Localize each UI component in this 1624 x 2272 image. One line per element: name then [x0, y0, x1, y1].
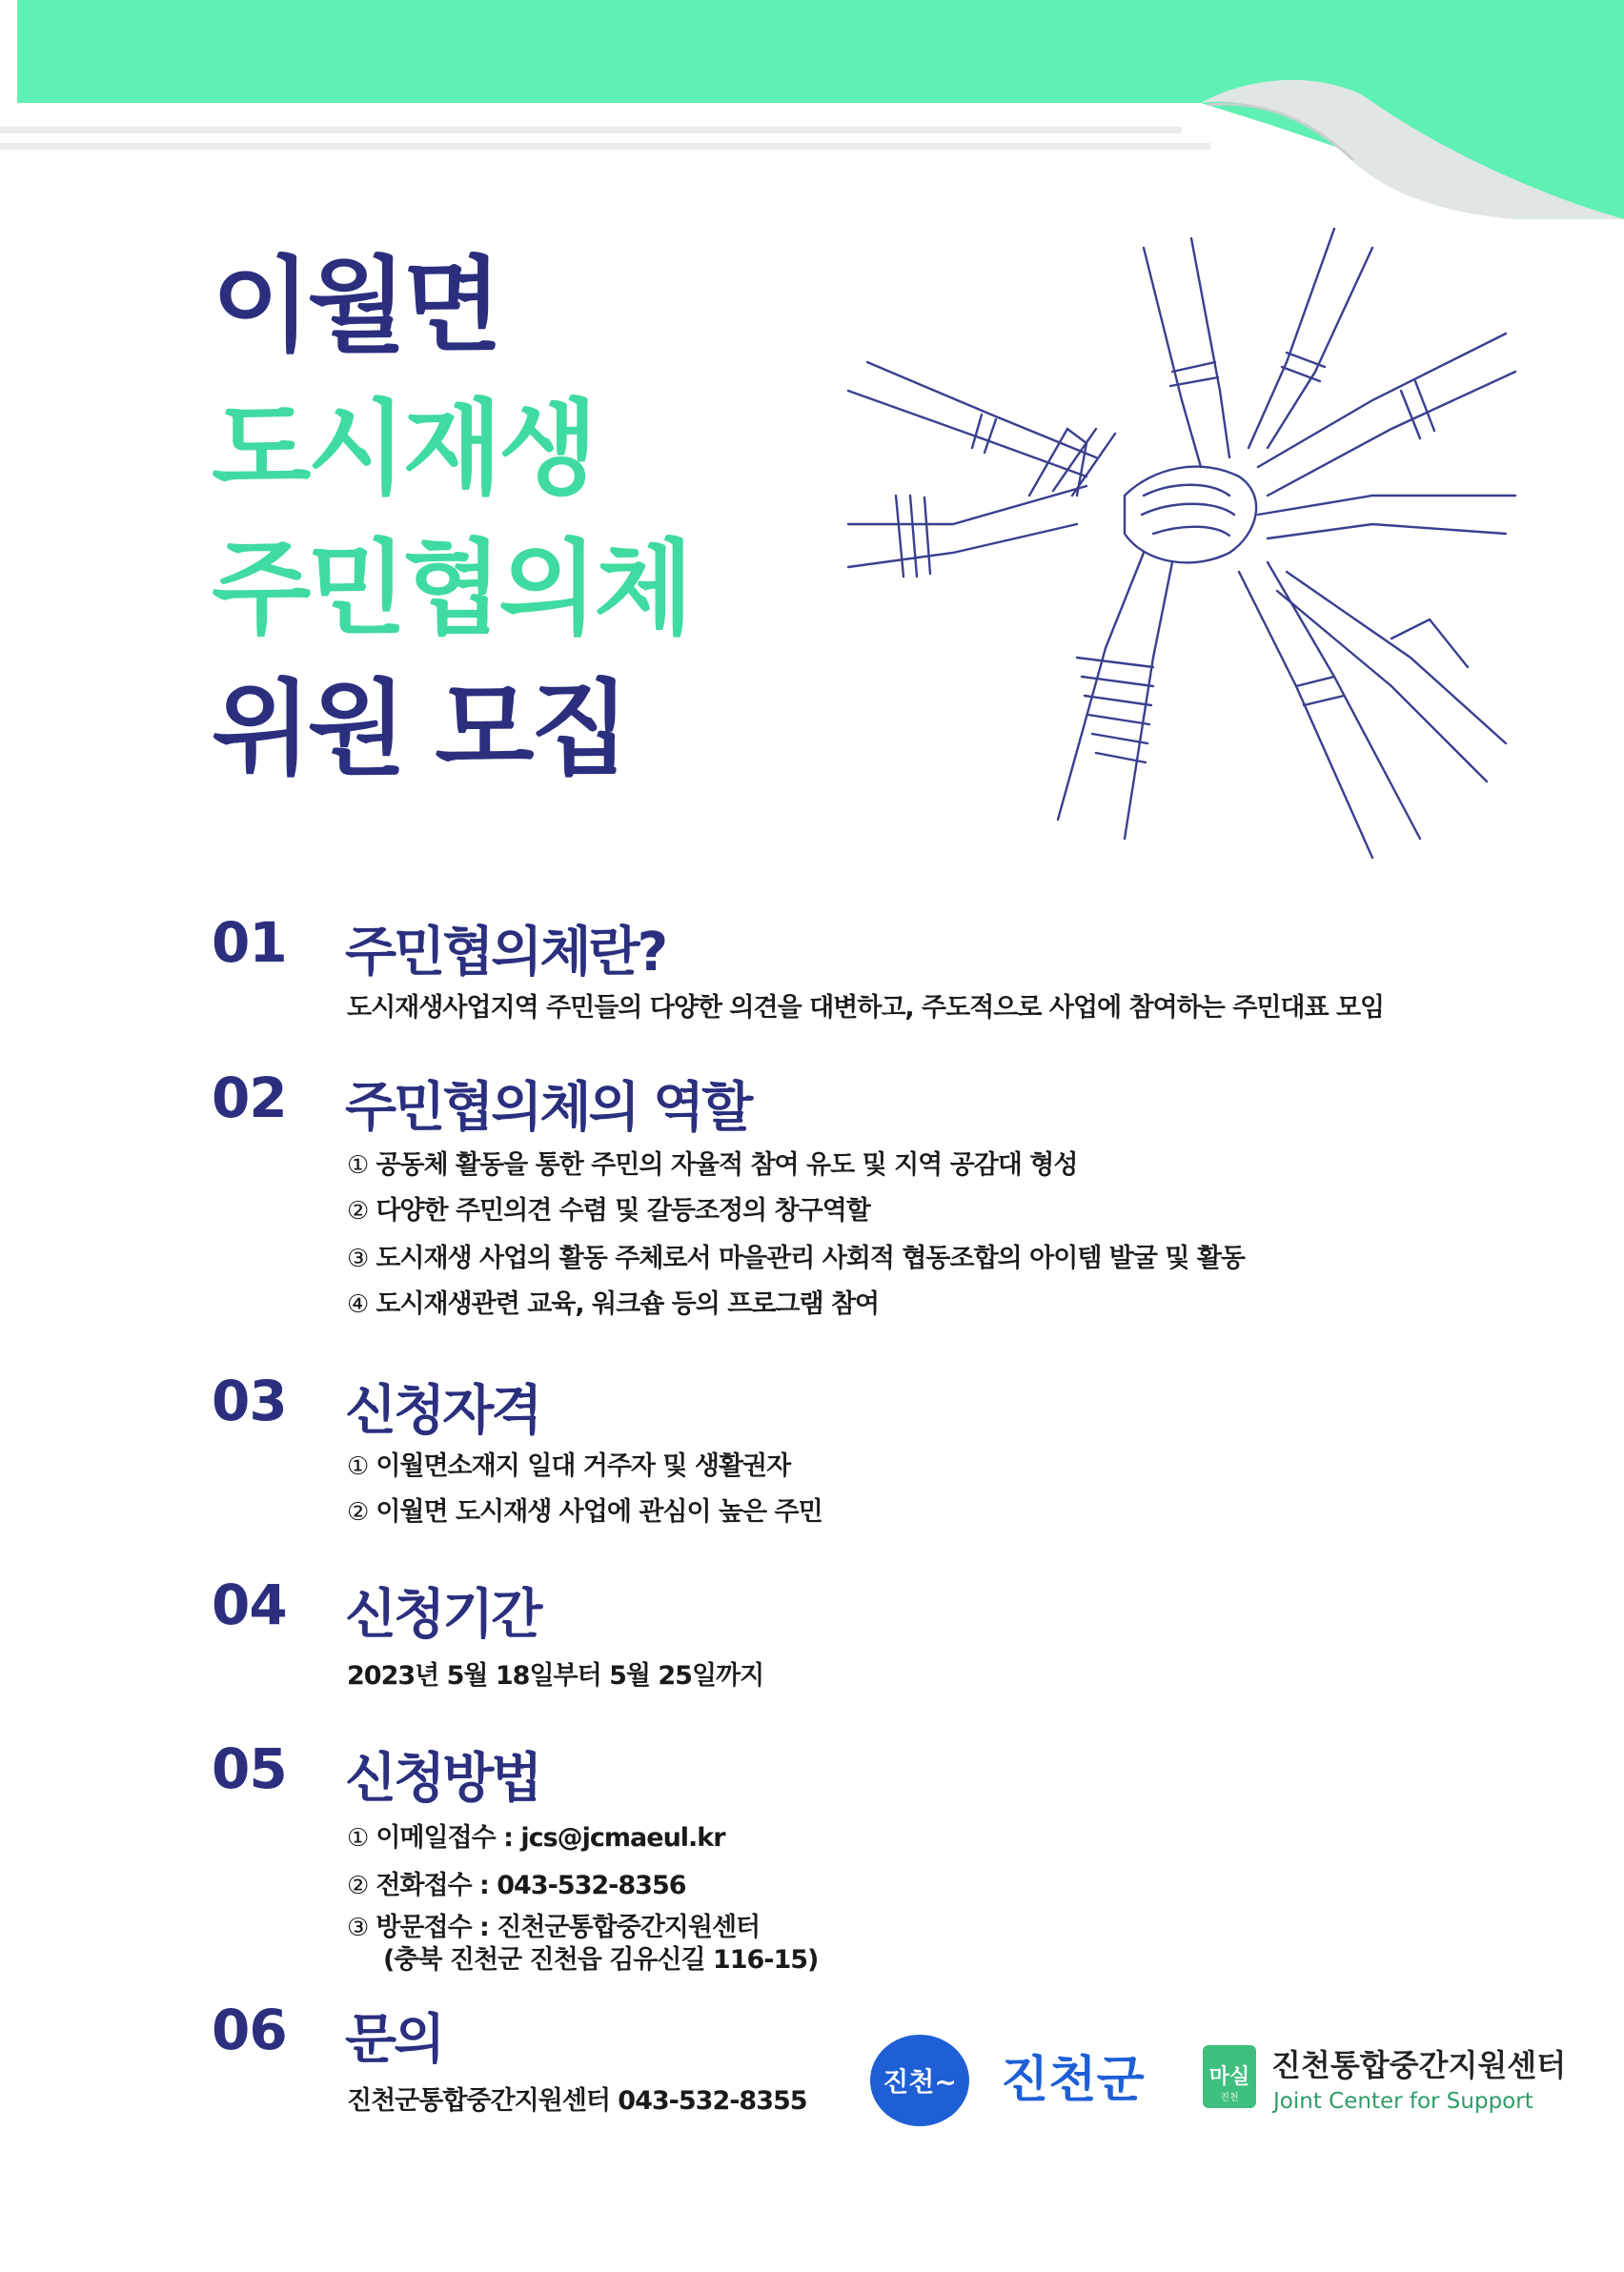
list-item	[347, 1283, 879, 1320]
list-item	[347, 1237, 1245, 1274]
title-line-3: 주민협의체	[212, 530, 690, 649]
item-text: 이월면 도시재생 사업에 관심이 높은 주민	[376, 1497, 822, 1527]
title-line-2: 도시재생	[212, 390, 595, 509]
item-text: 방문접수 : 진천군통합중간지원센터	[376, 1913, 761, 1942]
item-marker: ①	[347, 1151, 369, 1180]
section-05	[212, 1736, 1451, 1984]
item-text: 다양한 주민의견 수렴 및 갈등조정의 창구역할	[376, 1196, 870, 1226]
section-04	[212, 1572, 1451, 1691]
section-03	[212, 1369, 1451, 1531]
item-marker: ①	[347, 1824, 369, 1853]
title-line-4: 위원 모집	[212, 670, 626, 789]
list-item	[347, 1491, 822, 1528]
item-marker: ③	[347, 1914, 369, 1942]
section-title: 주민협의체의 역할	[345, 1077, 751, 1139]
item-marker: ①	[347, 1452, 369, 1481]
section-title: 신청자격	[345, 1380, 540, 1442]
section-number: 06	[212, 1998, 287, 2062]
item-text: 도시재생관련 교육, 워크숍 등의 프로그램 참여	[376, 1289, 880, 1319]
top-mint-banner	[0, 0, 1624, 219]
list-item	[347, 1445, 790, 1482]
section-01	[212, 910, 1451, 1024]
item-marker: ④	[347, 1290, 369, 1319]
center-name: 진천통합중간지원센터	[1271, 2047, 1567, 2083]
section-title: 신청기간	[345, 1584, 540, 1646]
item-text: 전화접수 : 043-532-8356	[376, 1871, 686, 1900]
section-title: 신청방법	[345, 1748, 540, 1810]
section-body: 도시재생사업지역 주민들의 다양한 의견을 대변하고, 주도적으로 사업에 참여하는 주민대표 모임	[347, 993, 1385, 1023]
section-title: 문의	[345, 2009, 443, 2071]
section-number: 03	[212, 1369, 287, 1433]
item-marker: ②	[347, 1498, 369, 1527]
section-number: 04	[212, 1572, 287, 1637]
list-item	[347, 1816, 725, 1854]
center-logo-mark: 마실	[1208, 2065, 1250, 2089]
list-item	[347, 1144, 1077, 1181]
jincheon-county-logo	[867, 2028, 1172, 2133]
item-text: 도시재생 사업의 활동 주체로서 마을관리 사회적 협동조합의 아이템 발굴 및 활동	[376, 1244, 1246, 1273]
section-number: 02	[212, 1065, 287, 1130]
support-center-logo	[1203, 2038, 1603, 2123]
section-02	[212, 1065, 1451, 1323]
item-address: (충북 진천군 진천읍 김유신길 116-15)	[383, 1944, 819, 1975]
center-english-name: Joint Center for Support	[1273, 2089, 1533, 2114]
item-marker: ②	[347, 1197, 369, 1226]
section-number: 05	[212, 1736, 287, 1801]
center-logo-small: 진천	[1220, 2093, 1239, 2103]
section-body: 진천군통합중간지원센터 043-532-8355	[347, 2086, 807, 2116]
list-item	[347, 1912, 818, 1977]
hands-together-illustration-icon	[839, 210, 1525, 877]
list-item	[347, 1189, 870, 1227]
section-number: 01	[212, 910, 287, 975]
county-logo-mark: 진천~	[883, 2066, 957, 2098]
county-name: 진천군	[1001, 2052, 1145, 2109]
list-item	[347, 1864, 686, 1901]
section-body: 2023년 5월 18일부터 5월 25일까지	[347, 1661, 764, 1691]
item-text: 이월면소재지 일대 거주자 및 생활권자	[376, 1451, 791, 1481]
item-marker: ②	[347, 1872, 369, 1900]
section-title: 주민협의체란?	[345, 922, 666, 984]
item-text: 공동체 활동을 통한 주민의 자율적 참여 유도 및 지역 공감대 형성	[376, 1150, 1078, 1180]
item-marker: ③	[347, 1245, 369, 1273]
item-text: 이메일접수 : jcs@jcmaeul.kr	[376, 1823, 725, 1853]
title-line-1: 이월면	[212, 247, 498, 366]
